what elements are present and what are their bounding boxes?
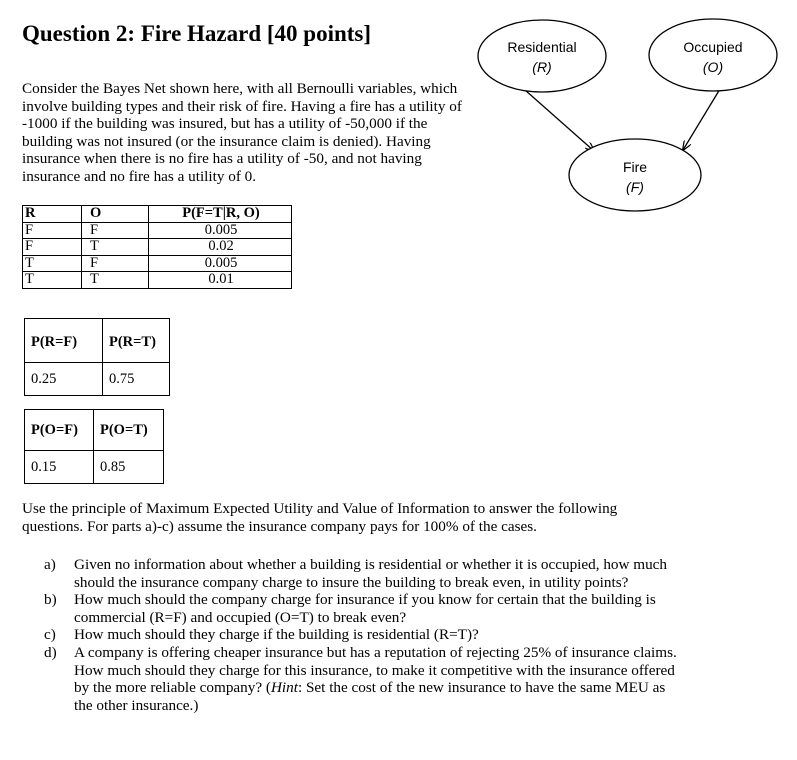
edge-occupied-to-fire xyxy=(683,89,720,150)
node-fire xyxy=(569,139,701,211)
node-occupied-name: Occupied xyxy=(683,39,743,55)
table-row xyxy=(23,239,292,256)
question-label: a) xyxy=(44,556,56,573)
table-cell: 0.005 xyxy=(149,255,292,272)
column-header: P(O=T) xyxy=(94,410,164,451)
question-text: How much should they charge if the building is residential (R=T)? xyxy=(74,626,479,644)
question-label: c) xyxy=(44,626,56,644)
table-cell: F xyxy=(82,255,149,272)
node-residential-symbol: (R) xyxy=(532,59,552,75)
list-item xyxy=(44,556,684,591)
table-cell: 0.75 xyxy=(103,363,170,396)
list-item xyxy=(44,644,684,714)
column-header: P(R=F) xyxy=(25,319,103,363)
bayes-net-diagram xyxy=(0,0,797,215)
edge-residential-to-fire xyxy=(525,90,594,151)
node-occupied-symbol: (O) xyxy=(702,59,724,75)
prior-r-table xyxy=(24,318,170,396)
question-label: d) xyxy=(44,643,57,661)
node-occupied xyxy=(649,19,777,91)
table-row xyxy=(23,222,292,239)
node-fire-symbol: (F) xyxy=(626,179,644,195)
table-cell: 0.01 xyxy=(149,272,292,289)
question-label: b) xyxy=(44,591,57,609)
question-text: How much should the company charge for insurance if you know for certain that the building is commercial (R=F) and occupied (O=T) to break even? xyxy=(74,591,656,626)
prior-o-table xyxy=(24,409,164,484)
table-cell: T xyxy=(23,255,82,272)
table-row xyxy=(23,255,292,272)
table-cell: T xyxy=(23,272,82,289)
table-cell: 0.85 xyxy=(94,451,164,484)
column-header: P(R=T) xyxy=(103,319,170,363)
table-cell: 0.25 xyxy=(25,363,103,396)
table-cell: F xyxy=(82,222,149,239)
column-header: P(F=T|R, O) xyxy=(149,206,292,223)
table-cell: 0.005 xyxy=(149,222,292,239)
list-item xyxy=(44,591,684,626)
question-title: Question 2: Fire Hazard [40 points] xyxy=(22,21,372,46)
question-text: A company is offering cheaper insurance but has a reputation of rejecting 25% of insurance claims. How much should they charge for this insurance, to make it competitive with the insurance offered by the more reliable company? xyxy=(74,643,677,697)
table-row xyxy=(25,363,170,396)
table-cell: F xyxy=(23,239,82,256)
list-item xyxy=(44,626,684,644)
column-header: P(O=F) xyxy=(25,410,94,451)
table-cell: F xyxy=(23,222,82,239)
hint-text: : Set the cost of the new insurance to have the same MEU as the other insurance.) xyxy=(74,679,666,714)
table-cell: T xyxy=(82,272,149,289)
question-text: Given no information about whether a building is residential or whether it is occupied, how much should the insurance company charge to insure the building to break even, in utility points? xyxy=(74,556,668,591)
hint-label: Hint xyxy=(270,679,298,697)
column-header: R xyxy=(23,206,82,223)
hint-open-paren: ( xyxy=(265,679,271,697)
table-cell: T xyxy=(82,239,149,256)
table-header-row xyxy=(23,206,292,223)
table-header-row xyxy=(25,410,164,451)
column-header: O xyxy=(82,206,149,223)
intro-paragraph: Consider the Bayes Net shown here, with all Bernoulli variables, which involve building types and their risk of fire. Having a fire has a utility of -1000 if the building was insured, but has a utility of -50,000 if the building was not insured (or the insurance claim is denied). Having insurance when there is no fire has a utility of -50, and not having insurance and no fire has a utility of 0. xyxy=(22,80,462,185)
table-header-row xyxy=(25,319,170,363)
question-list xyxy=(44,556,684,714)
node-fire-name: Fire xyxy=(622,159,648,175)
table-cell: 0.15 xyxy=(25,451,94,484)
node-residential xyxy=(478,20,606,92)
instructions-paragraph: Use the principle of Maximum Expected Utility and Value of Information to answer the following questions. For parts a)-c) assume the insurance company pays for 100% of the cases. xyxy=(22,500,618,535)
table-row xyxy=(25,451,164,484)
table-row xyxy=(23,272,292,289)
fire-cpt-table xyxy=(22,205,292,289)
table-cell: 0.02 xyxy=(149,239,292,256)
node-residential-name: Residential xyxy=(507,39,577,55)
